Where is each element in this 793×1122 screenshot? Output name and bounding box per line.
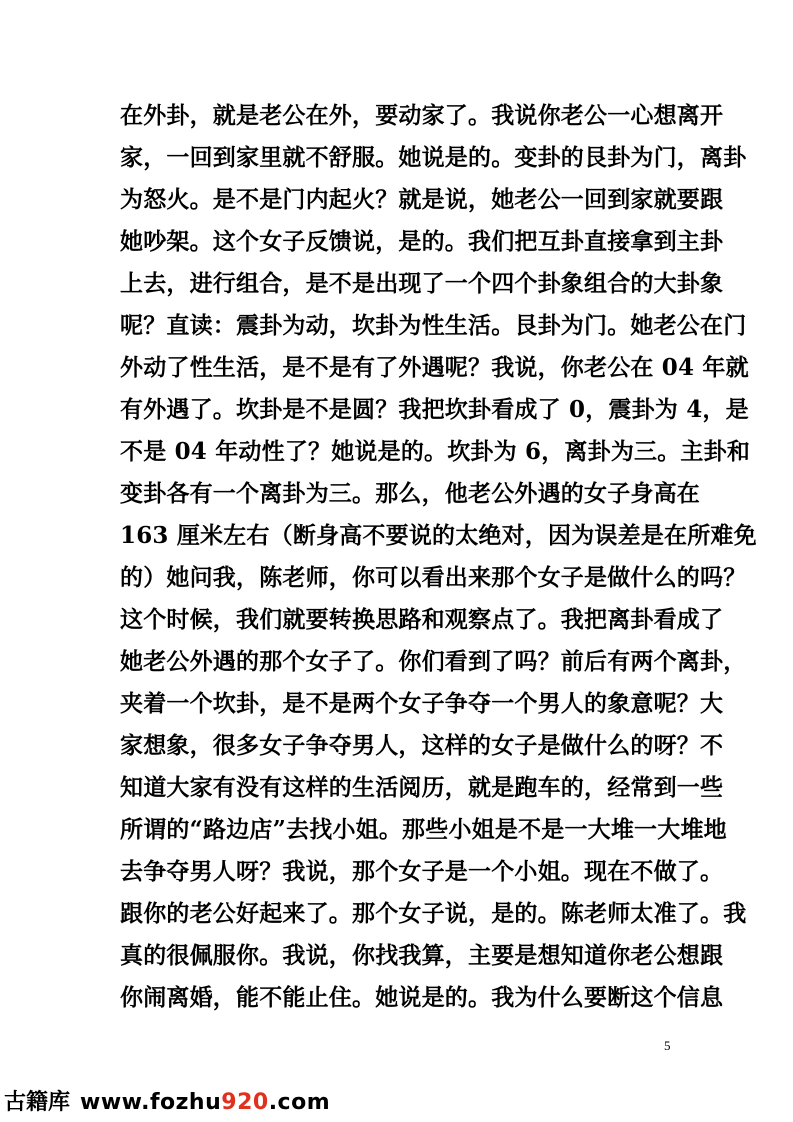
text-line-3: 为怒火。是不是门内起火？就是说，她老公一回到家就要跟 [120,186,724,213]
text-line-9: 不是 04 年动性了？她说是的。坎卦为 6，离卦为三。主卦和 [120,438,751,465]
watermark-url-prefix: www.fozhu [80,1090,222,1115]
text-line-10: 变卦各有一个离卦为三。那么，他老公外遇的女子身高在 [120,480,700,507]
text-line-15: 夹着一个坎卦，是不是两个女子争夺一个男人的象意呢？大 [120,690,724,717]
text-line-18: 所谓的“路边店”去找小姐。那些小姐是不是一大堆一大堆地 [120,816,727,843]
text-line-19: 去争夺男人呀？我说，那个女子是一个小姐。现在不做了。 [120,858,724,885]
text-line-22: 你闹离婚，能不能止住。她说是的。我为什么要断这个信息 [120,984,724,1011]
text-line-8: 有外遇了。坎卦是不是圆？我把坎卦看成了 0，震卦为 4，是 [120,396,749,423]
watermark-url-suffix: .com [268,1090,331,1115]
text-line-20: 跟你的老公好起来了。那个女子说，是的。陈老师太准了。我 [120,900,747,927]
watermark-url-number: 920 [221,1090,269,1115]
text-line-17: 知道大家有没有这样的生活阅历，就是跑车的，经常到一些 [120,774,724,801]
text-line-16: 家想象，很多女子争夺男人，这样的女子是做什么的呀？不 [120,732,724,759]
watermark-brand: 古籍库 [4,1090,71,1115]
text-line-11: 163 厘米左右（断身高不要说的太绝对，因为误差是在所难免 [120,522,757,549]
text-line-2: 家，一回到家里就不舒服。她说是的。变卦的艮卦为门，离卦 [120,144,747,171]
text-line-1: 在外卦，就是老公在外，要动家了。我说你老公一心想离开 [120,102,724,129]
text-line-6: 呢？直读：震卦为动，坎卦为性生活。艮卦为门。她老公在门 [120,312,747,339]
text-line-7: 外动了性生活，是不是有了外遇呢？我说，你老公在 04 年就 [120,354,749,381]
text-line-14: 她老公外遇的那个女子了。你们看到了吗？前后有两个离卦， [120,648,747,675]
text-line-21: 真的很佩服你。我说，你找我算，主要是想知道你老公想跟 [120,942,724,969]
text-line-5: 上去，进行组合，是不是出现了一个四个卦象组合的大卦象 [120,270,724,297]
text-line-12: 的）她问我，陈老师，你可以看出来那个女子是做什么的吗？ [120,564,747,591]
text-line-13: 这个时候，我们就要转换思路和观察点了。我把离卦看成了 [120,606,724,633]
page-number: 5 [664,1038,671,1053]
text-line-4: 她吵架。这个女子反馈说，是的。我们把互卦直接拿到主卦 [120,228,724,255]
footer-watermark [4,1088,330,1118]
